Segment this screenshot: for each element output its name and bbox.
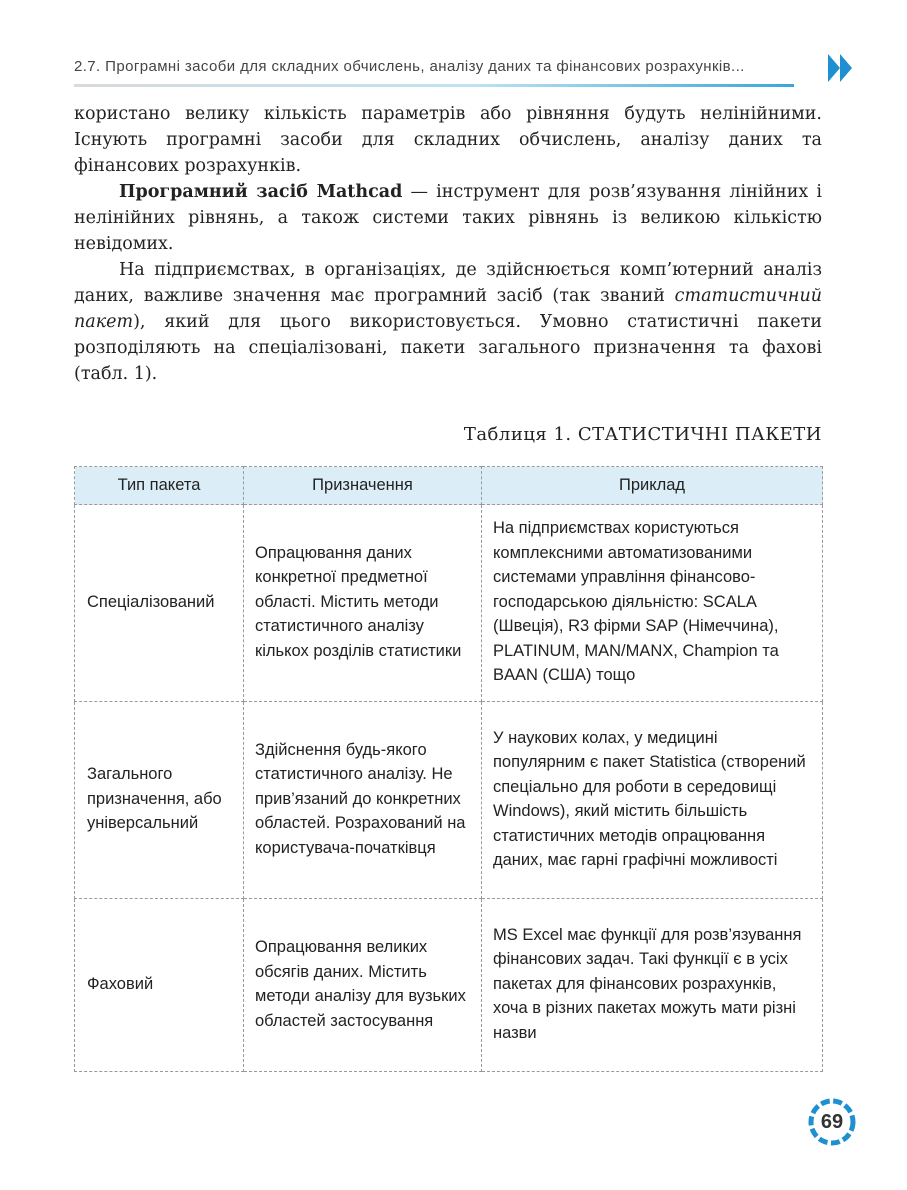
cell-purpose: Здійснення будь-якого статистичного аналізу. Не прив’язаний до конкретних областей. Розрахований на користувача-початківця — [244, 702, 482, 899]
paragraph-3 — [74, 257, 822, 387]
paragraph-2 — [74, 179, 822, 257]
cell-type: Загального призначення, або універсальний — [75, 702, 244, 899]
paragraph-1: користано велику кількість параметрів або рівняння будуть нелінійними. Існують програмні засоби для складних обчислень, аналізу даних та фінансових розрахунків. — [74, 104, 822, 176]
cell-example: На підприємствах користуються комплексними автоматизованими системами управління фінансово-господарською діяльністю: SCALA (Швеція), R3 фірми SAP (Німеччина), PLATINUM, MAN/MANX, Champion та BAAN (США) тощо — [482, 505, 823, 702]
table-row — [75, 899, 823, 1072]
body-text — [74, 101, 822, 387]
paragraph-3-start: На підприємствах, в організаціях, де здійснюється комп’ютерний аналіз даних, важливе значення має програмний засіб (так званий — [74, 260, 822, 306]
cell-example: MS Excel має функції для розв’язування фінансових задач. Такі функції є в усіх пакетах для фінансових розрахунків, хоча в різних пакетах можуть мати різні назви — [482, 899, 823, 1072]
section-title: 2.7. Програмні засоби для складних обчислень, аналізу даних та фінансових розрахунків... — [74, 58, 745, 75]
cell-example: У наукових колах, у медицині популярним є пакет Statistica (створений спеціально для роботи в середовищі Windows), який містить більшість статистичних методів опрацювання даних, має гарні графічні можливості — [482, 702, 823, 899]
column-header-type: Тип пакета — [75, 467, 244, 505]
double-chevron-right-icon — [828, 54, 854, 82]
cell-purpose: Опрацювання великих обсягів даних. Містить методи аналізу для вузьких областей застосування — [244, 899, 482, 1072]
cell-type: Спеціалізований — [75, 505, 244, 702]
header-divider — [74, 84, 794, 87]
paragraph-2-text: — інструмент для розв’язування лінійних і нелінійних рівнянь, а також системи таких рівнянь із великою кількістю невідомих. — [74, 182, 823, 254]
paragraph-3-end: ), який для цього використовується. Умовно статистичні пакети розподіляють на спеціалізовані, пакети загального призначення та фахові (табл. 1). — [74, 312, 822, 384]
cell-purpose: Опрацювання даних конкретної предметної області. Містить методи статистичного аналізу кількох розділів статистики — [244, 505, 482, 702]
mathcad-term: Програмний засіб Mathcad — [119, 182, 403, 202]
page-number: 69 — [820, 1111, 844, 1133]
column-header-purpose: Призначення — [244, 467, 482, 505]
table-caption: Таблиця 1. СТАТИСТИЧНІ ПАКЕТИ — [463, 424, 822, 445]
table-row — [75, 702, 823, 899]
statistical-packages-table — [74, 466, 823, 1072]
statistical-package-term: статистичний пакет — [74, 286, 822, 332]
running-header — [74, 54, 804, 86]
table-row — [75, 505, 823, 702]
table-header-row — [75, 467, 823, 505]
column-header-example: Приклад — [482, 467, 823, 505]
cell-type: Фаховий — [75, 899, 244, 1072]
